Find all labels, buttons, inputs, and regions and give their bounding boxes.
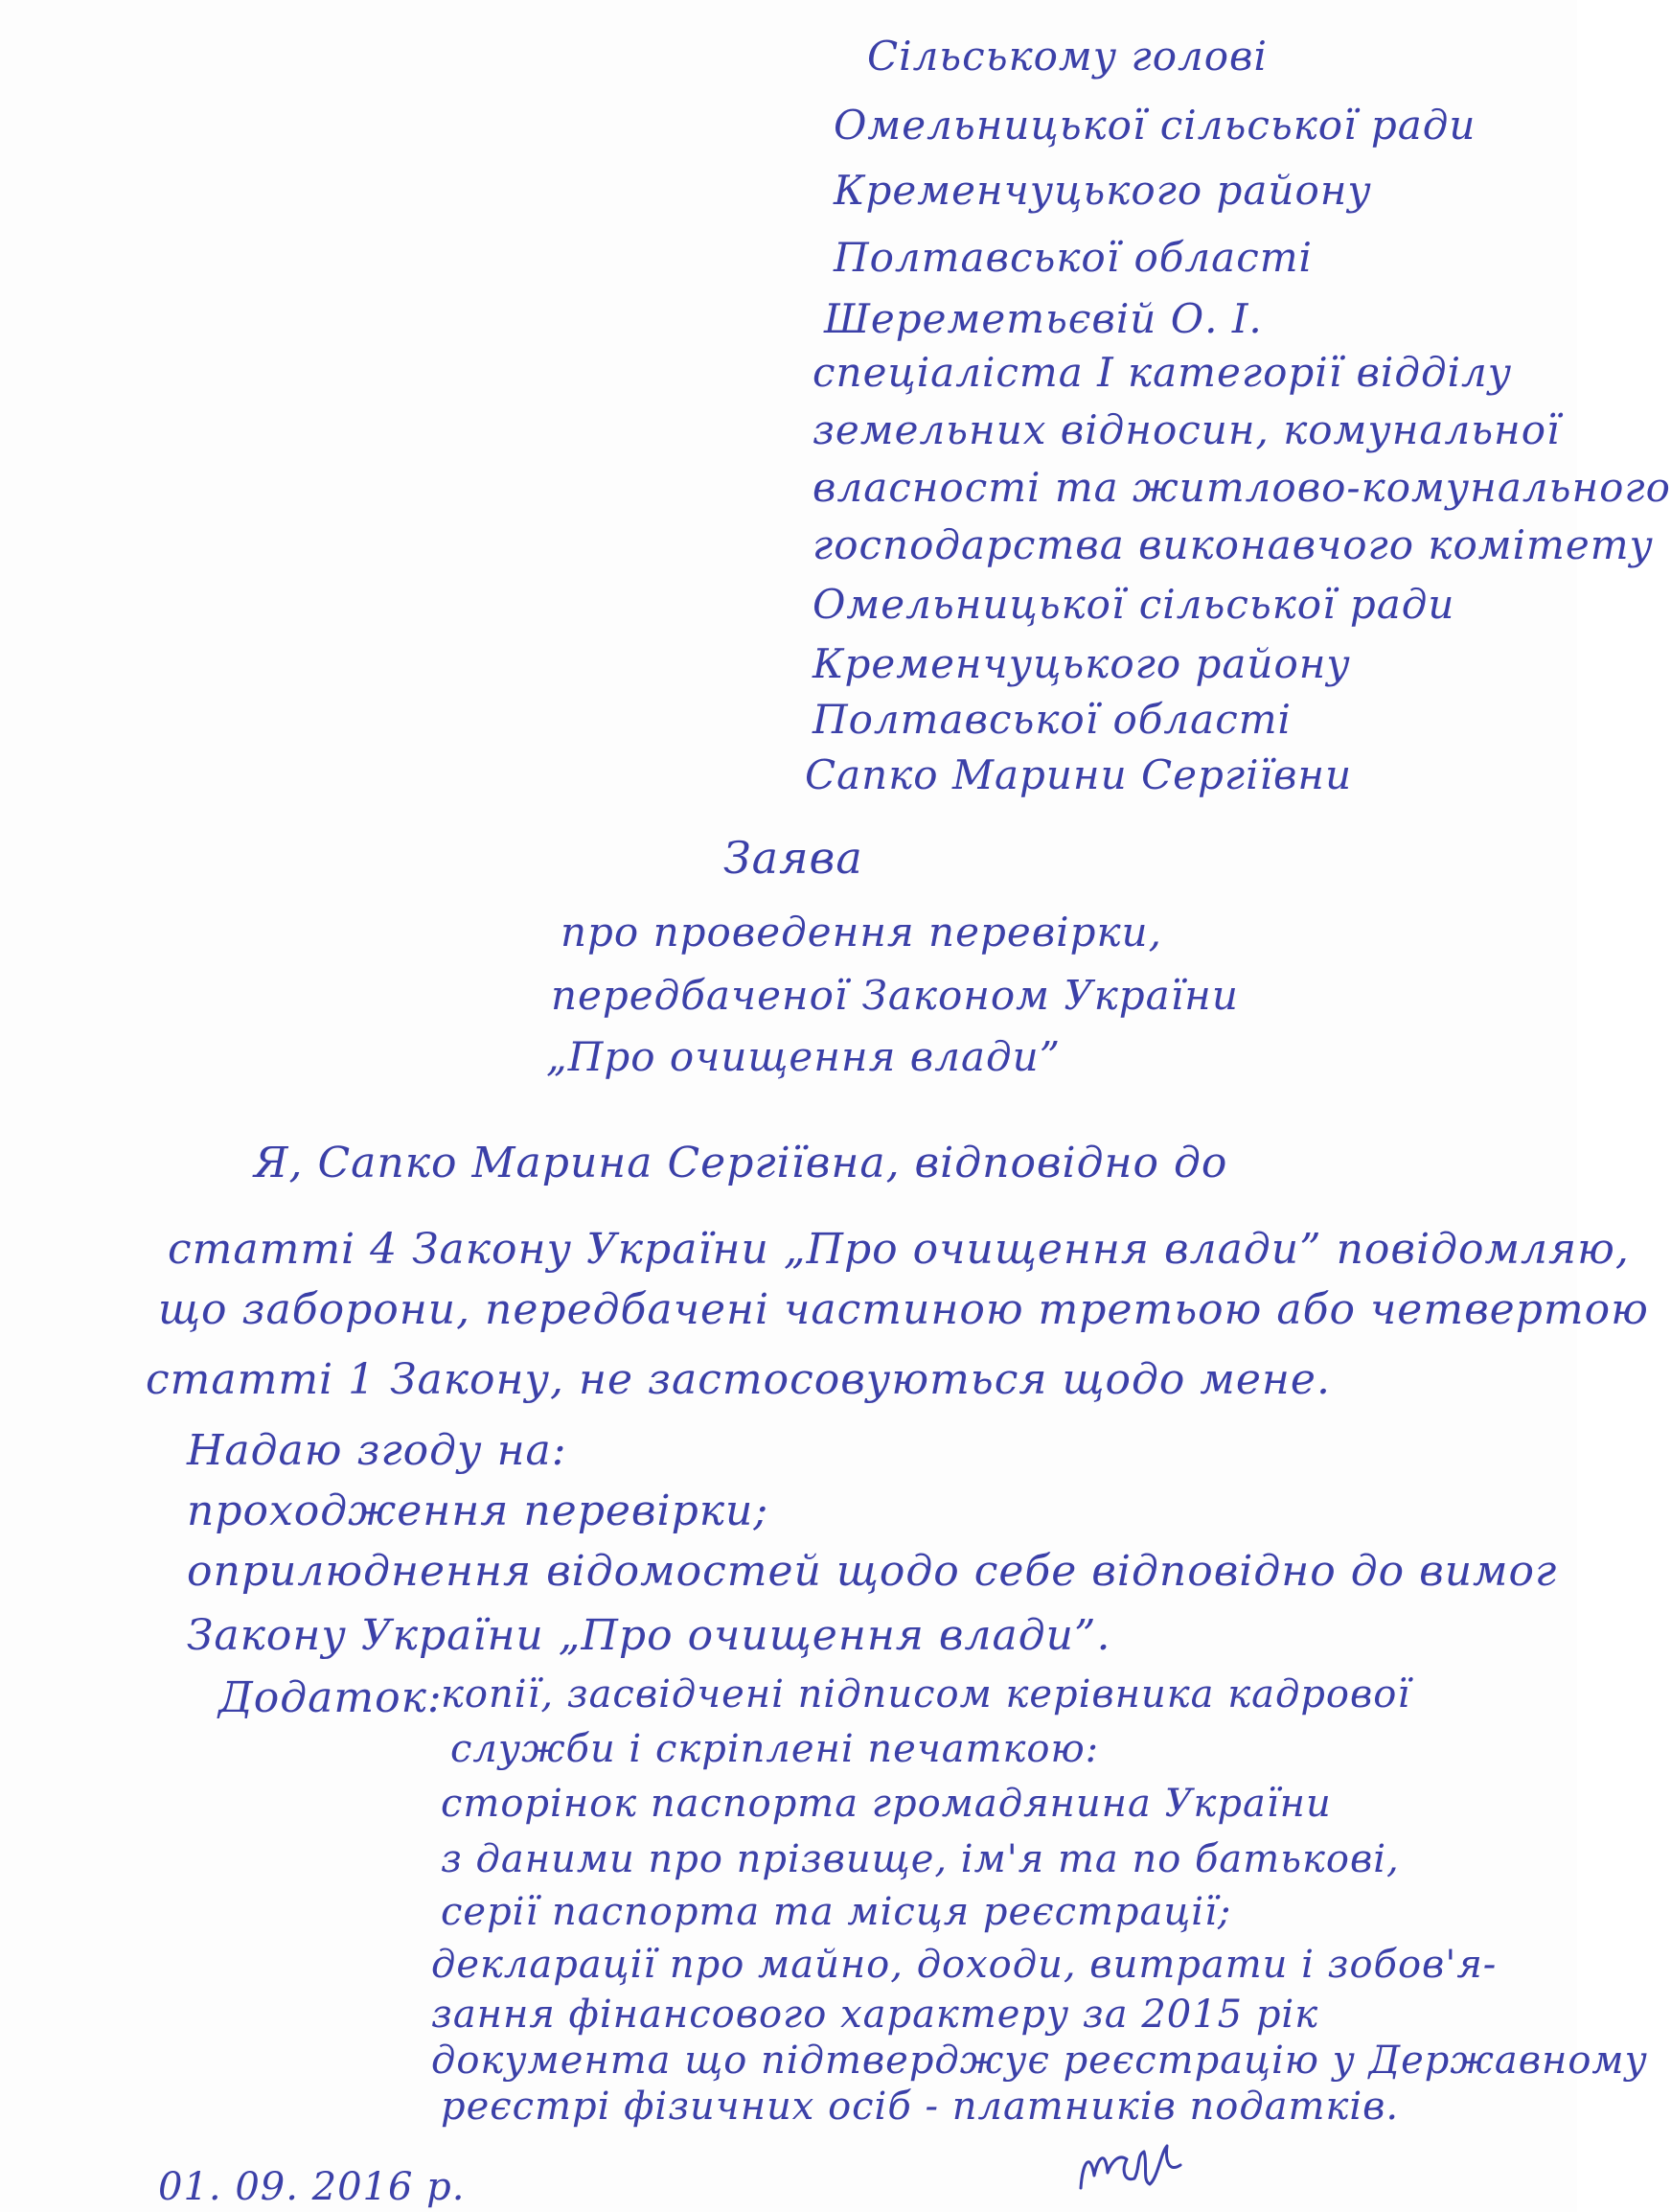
addressee-line: Кременчуцького району — [834, 167, 1372, 214]
attachment-line: зання фінансового характеру за 2015 рік — [431, 1993, 1319, 2037]
subtitle-line: про проведення перевірки, — [561, 909, 1162, 956]
addressee-line: Сапко Марини Сергіївни — [805, 751, 1353, 798]
subtitle-line: передбаченої Законом України — [551, 972, 1239, 1019]
consent-line: Закону України „Про очищення влади”. — [187, 1611, 1111, 1660]
attachment-line: з даними про прізвище, ім'я та по батькові, — [441, 1837, 1400, 1881]
addressee-line: Сільському голові — [867, 33, 1268, 80]
addressee-line: Полтавської області — [834, 234, 1313, 281]
addressee-line: власності та житлово-комунального — [813, 464, 1671, 511]
attachment-line: документа що підтверджує реєстрацію у Державному — [431, 2039, 1648, 2083]
statement-line: статті 4 Закону України „Про очищення влади” повідомляю, — [168, 1225, 1630, 1274]
addressee-line: Омельницької сільської ради — [834, 102, 1476, 149]
consent-line: проходження перевірки; — [187, 1486, 769, 1535]
document-title: Заява — [723, 832, 863, 884]
attachment-line: служби і скріплені печаткою: — [450, 1727, 1100, 1771]
addressee-line: спеціаліста І категорії відділу — [813, 349, 1513, 396]
attachment-line: реєстрі фізичних осіб - платників податків. — [441, 2085, 1400, 2129]
statement-line: що заборони, передбачені частиною третьою або четвертою — [158, 1285, 1649, 1334]
addressee-line: Шереметьєвій О. І. — [824, 295, 1263, 342]
attachment-line: серії паспорта та місця реєстрації; — [441, 1890, 1232, 1934]
statement-line: Я, Сапко Марина Сергіївна, відповідно до — [254, 1139, 1228, 1187]
attachment-line: копії, засвідчені підписом керівника кадрової — [441, 1672, 1411, 1717]
addressee-line: Полтавської області — [813, 696, 1292, 743]
signature-mark — [1073, 2123, 1188, 2200]
document-date: 01. 09. 2016 р. — [158, 2165, 466, 2209]
attachment-label: Додаток: — [218, 1673, 443, 1722]
consent-line: оприлюднення відомостей щодо себе відповідно до вимог — [187, 1547, 1558, 1596]
addressee-line: Омельницької сільської ради — [813, 581, 1455, 628]
subtitle-line: „Про очищення влади” — [546, 1033, 1062, 1080]
attachment-line: декларації про майно, доходи, витрати і зобов'я- — [431, 1943, 1498, 1987]
addressee-line: Кременчуцького району — [813, 640, 1351, 687]
consent-line: Надаю згоду на: — [187, 1426, 567, 1475]
addressee-line: господарства виконавчого комітету — [813, 521, 1654, 568]
addressee-line: земельних відносин, комунальної — [813, 406, 1561, 453]
attachment-line: сторінок паспорта громадянина України — [441, 1782, 1332, 1826]
statement-line: статті 1 Закону, не застосовуються щодо мене. — [146, 1355, 1331, 1404]
